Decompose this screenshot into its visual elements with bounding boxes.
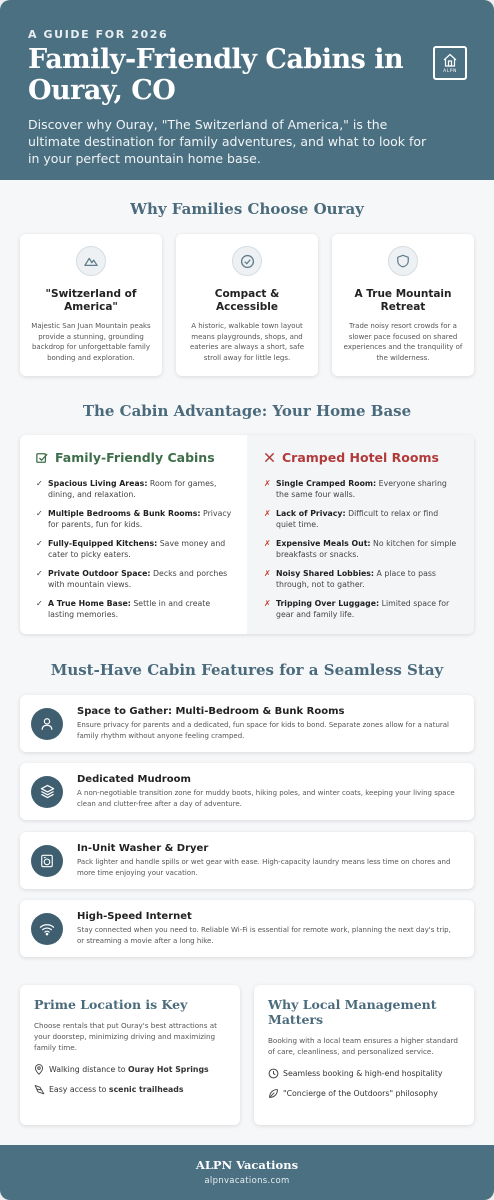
x-mark-icon: ✗ [264, 569, 271, 578]
x-mark-icon: ✗ [264, 509, 271, 518]
trail-icon [34, 1084, 49, 1095]
why-cards [20, 234, 474, 376]
why-card-text: A historic, walkable town layout means playgrounds, shops, and eateries are always a short, safe stroll away for little legs. [189, 322, 305, 362]
list-item: ✓ Spacious Living Areas: Room for games, dining, and relaxation. [36, 479, 217, 499]
comparison-panel [20, 435, 474, 634]
check-mark-icon: ✓ [36, 509, 43, 518]
list-item: ✗ Tripping Over Luggage: Limited space for gear and family life. [264, 599, 450, 619]
why-section-title: Why Families Choose Ouray [130, 200, 364, 218]
compass-leaf-icon [268, 1088, 283, 1099]
location-title: Prime Location is Key [34, 997, 188, 1012]
feature-heading: Space to Gather: Multi-Bedroom & Bunk Rooms [77, 705, 345, 717]
layers-icon [31, 776, 63, 808]
list-item: ✗ Lack of Privacy: Difficult to relax or find quiet time. [264, 509, 439, 529]
location-row-hot-springs: Walking distance to Ouray Hot Springs [34, 1064, 226, 1075]
check-mark-icon: ✓ [36, 569, 43, 578]
wifi-icon [31, 913, 63, 945]
feature-heading: Dedicated Mudroom [77, 773, 191, 785]
management-card [254, 985, 474, 1125]
close-x-icon [264, 452, 275, 463]
feature-text: Stay connected when you need to. Reliable Wi-Fi is essential for remote work, planning the next day's trip, or streaming a movie after a long hike. [77, 925, 451, 945]
washer-icon [31, 845, 63, 877]
clock-icon [268, 1068, 283, 1079]
feature-card-bedrooms [20, 695, 474, 752]
checkbox-check-icon [36, 452, 48, 464]
check-mark-icon: ✓ [36, 539, 43, 548]
management-title: Why Local Management Matters [268, 997, 437, 1027]
feature-text: A non-negotiable transition zone for muddy boots, hiking poles, and winter coats, keeping your living space clean and clutter-free after a day of adventure. [77, 788, 455, 808]
check-mark-icon: ✓ [36, 479, 43, 488]
header-eyebrow: A GUIDE FOR 2026 [28, 28, 169, 41]
list-item: ✓ A True Home Base: Settle in and create lasting memories. [36, 599, 211, 619]
list-item: ✓ Fully-Equipped Kitchens: Save money and cater to picky eaters. [36, 539, 226, 559]
check-circle-icon [232, 246, 262, 276]
why-card-heading: "Switzerland of America" [45, 288, 137, 313]
why-card-text: Majestic San Juan Mountain peaks provide a stunning, grounding backdrop for unforgettable family bonding and exploration. [31, 322, 151, 362]
alpn-logo [433, 46, 467, 80]
why-card-compact [176, 234, 318, 376]
hotels-column [247, 435, 474, 634]
user-icon [31, 708, 63, 740]
page-title: Family-Friendly Cabins in Ouray, CO [28, 44, 404, 106]
location-row-trailheads: Easy access to scenic trailheads [34, 1084, 226, 1095]
management-row-booking: Seamless booking & high-end hospitality [268, 1068, 460, 1079]
why-card-switzerland [20, 234, 162, 376]
shield-icon [388, 246, 418, 276]
footer-brand: ALPN Vacations [195, 1158, 299, 1172]
location-card [20, 985, 240, 1125]
feature-card-mudroom [20, 763, 474, 820]
management-text: Booking with a local team ensures a higher standard of care, cleanliness, and personalized service. [268, 1036, 458, 1056]
feature-card-laundry [20, 832, 474, 889]
why-card-heading: Compact & Accessible [214, 288, 280, 313]
header-subtitle: Discover why Ouray, "The Switzerland of America," is the ultimate destination for family adventures, and what to look for in your perfect mountain home base. [28, 117, 427, 166]
footer-website-link[interactable]: alpnvacations.com [204, 1176, 290, 1186]
x-mark-icon: ✗ [264, 539, 271, 548]
x-mark-icon: ✗ [264, 479, 271, 488]
feature-heading: High-Speed Internet [77, 910, 192, 922]
list-item: ✗ Noisy Shared Lobbies: A place to pass through, not to gather. [264, 569, 436, 589]
management-row-concierge: "Concierge of the Outdoors" philosophy [268, 1088, 460, 1099]
hotels-heading: Cramped Hotel Rooms [282, 450, 439, 465]
mountain-icon [76, 246, 106, 276]
cabins-heading: Family-Friendly Cabins [55, 450, 215, 465]
footer [0, 1145, 494, 1200]
cabins-column [20, 435, 247, 634]
feature-text: Pack lighter and handle spills or wet gear with ease. High-capacity laundry means less time on chores and more time enjoying your vacation. [77, 857, 451, 877]
list-item: ✓ Multiple Bedrooms & Bunk Rooms: Privacy for parents, fun for kids. [36, 509, 232, 529]
logo-text: ALPN [443, 69, 457, 74]
x-mark-icon: ✗ [264, 599, 271, 608]
house-logo-icon [442, 52, 458, 68]
header [0, 0, 494, 180]
list-item: ✗ Single Cramped Room: Everyone sharing the same four walls. [264, 479, 447, 499]
check-mark-icon: ✓ [36, 599, 43, 608]
feature-card-internet [20, 900, 474, 957]
map-pin-icon [34, 1064, 49, 1075]
why-card-heading: A True Mountain Retreat [354, 288, 452, 313]
advantage-section-title: The Cabin Advantage: Your Home Base [82, 402, 412, 420]
list-item: ✗ Expensive Meals Out: No kitchen for simple breakfasts or snacks. [264, 539, 457, 559]
location-text: Choose rentals that put Ouray's best attractions at your doorstep, minimizing driving and maximizing family time. [34, 1021, 217, 1052]
feature-text: Ensure privacy for parents and a dedicated, fun space for kids to bond. Separate zones allow for a natural family rhythm without anyone feeling cramped. [77, 720, 450, 740]
why-card-text: Trade noisy resort crowds for a slower pace focused on shared experiences and the tranquility of the wilderness. [343, 322, 463, 362]
feature-heading: In-Unit Washer & Dryer [77, 842, 209, 854]
why-card-retreat [332, 234, 474, 376]
list-item: ✓ Private Outdoor Space: Decks and porches with mountain views. [36, 569, 228, 589]
features-section-title: Must-Have Cabin Features for a Seamless Stay [50, 661, 444, 679]
